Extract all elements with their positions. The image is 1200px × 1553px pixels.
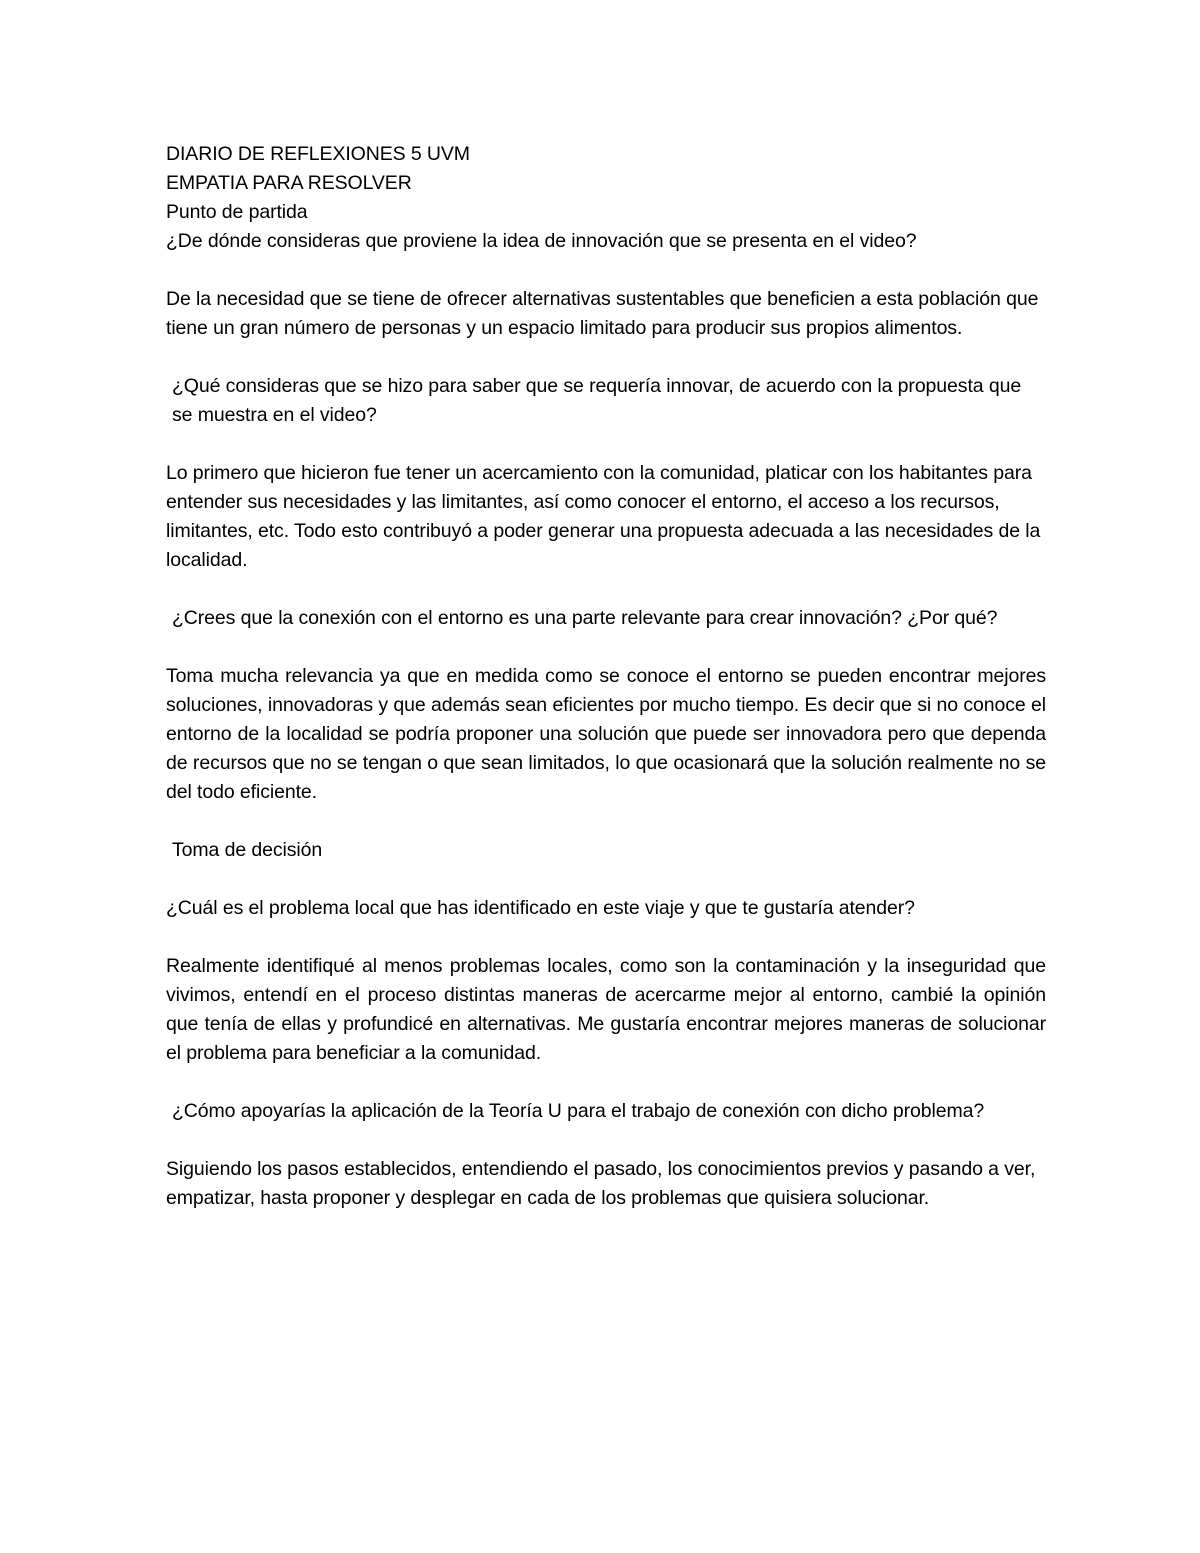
document-body [166, 140, 1046, 1213]
spacer [166, 430, 1046, 459]
question-1: ¿De dónde consideras que proviene la idea de innovación que se presenta en el video? [166, 230, 917, 252]
question-3: ¿Crees que la conexión con el entorno es una parte relevante para crear innovación? ¿Por qué? [172, 607, 998, 629]
document-title: DIARIO DE REFLEXIONES 5 UVM [166, 143, 470, 165]
question-2: ¿Qué consideras que se hizo para saber que se requería innovar, de acuerdo con la propuesta que se muestra en el video? [172, 375, 1022, 426]
document-subtitle: EMPATIA PARA RESOLVER [166, 172, 412, 194]
spacer [166, 923, 1046, 952]
answer-4: Realmente identifiqué al menos problemas locales, como son la contaminación y la inseguridad que vivimos, entendí en el proceso distintas maneras de acercarme mejor al entorno, cambié la opinión que tenía de ellas y profundicé en alternativas. Me gustaría encontrar mejores maneras de solucionar el problema para beneficiar a la comunidad. [166, 955, 1046, 1064]
spacer [166, 807, 1046, 836]
question-4: ¿Cuál es el problema local que has identificado en este viaje y que te gustaría atender? [166, 897, 915, 919]
spacer [166, 343, 1046, 372]
question-5: ¿Cómo apoyarías la aplicación de la Teoría U para el trabajo de conexión con dicho problema? [172, 1100, 985, 1122]
section-heading-punto-de-partida: Punto de partida [166, 201, 308, 223]
answer-5: Siguiendo los pasos establecidos, entendiendo el pasado, los conocimientos previos y pasando a ver, empatizar, hasta proponer y desplegar en cada de los problemas que quisiera solucionar. [166, 1158, 1036, 1209]
answer-1: De la necesidad que se tiene de ofrecer alternativas sustentables que beneficien a esta población que tiene un gran número de personas y un espacio limitado para producir sus propios alimentos. [166, 288, 1039, 339]
section-heading-toma-de-decision: Toma de decisión [172, 839, 323, 861]
spacer [166, 575, 1046, 604]
spacer [166, 256, 1046, 285]
answer-3: Toma mucha relevancia ya que en medida como se conoce el entorno se pueden encontrar mejores soluciones, innovadoras y que además sean eficientes por mucho tiempo. Es decir que si no conoce el entorno de la localidad se podría proponer una solución que puede ser innovadora pero que dependa de recursos que no se tengan o que sean limitados, lo que ocasionará que la solución realmente no se del todo eficiente. [166, 665, 1046, 803]
spacer [166, 633, 1046, 662]
spacer [166, 865, 1046, 894]
answer-2: Lo primero que hicieron fue tener un acercamiento con la comunidad, platicar con los habitantes para entender sus necesidades y las limitantes, así como conocer el entorno, el acceso a los recursos, limitantes, etc. Todo esto contribuyó a poder generar una propuesta adecuada a las necesidades de la localidad. [166, 462, 1041, 571]
spacer [166, 1068, 1046, 1097]
spacer [166, 1126, 1046, 1155]
